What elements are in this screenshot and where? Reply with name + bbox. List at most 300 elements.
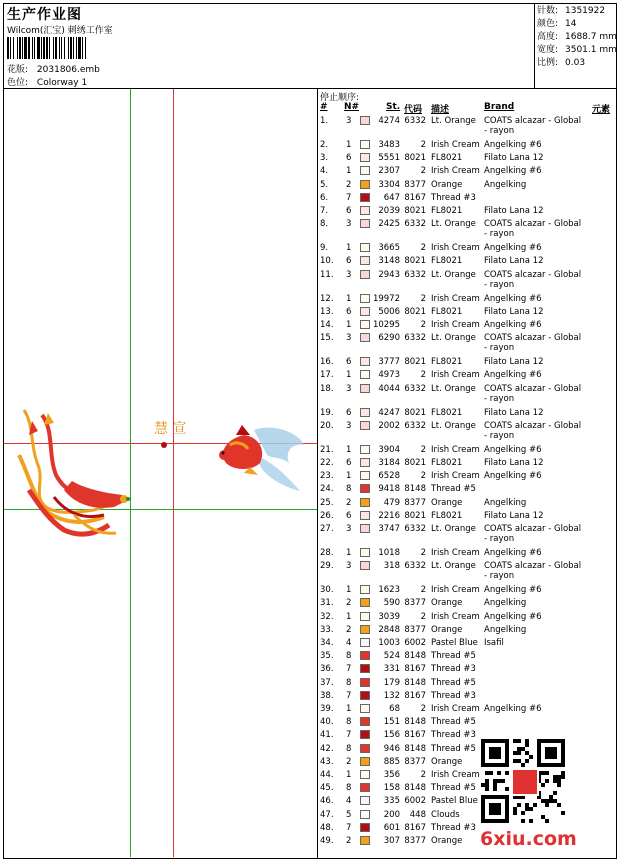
row-description: Pastel Blue bbox=[431, 796, 478, 807]
row-stitches: 156 bbox=[383, 730, 400, 741]
row-code: 8148 bbox=[404, 651, 426, 662]
row-needle: 1 bbox=[346, 293, 352, 304]
row-stitches: 524 bbox=[383, 651, 400, 662]
row-stitches: 200 bbox=[383, 809, 400, 820]
color-swatch bbox=[360, 270, 370, 279]
row-brand: Filato Lana 12 bbox=[484, 510, 544, 521]
row-stitches: 1003 bbox=[378, 638, 400, 648]
row-code: 8377 bbox=[404, 836, 426, 846]
row-brand: Filato Lana 12 bbox=[484, 458, 544, 468]
spec-value: 1351922 bbox=[565, 6, 606, 16]
caption-characters bbox=[154, 415, 186, 448]
color-swatch bbox=[360, 717, 370, 726]
row-number: 10. bbox=[320, 256, 334, 267]
row-stitches: 158 bbox=[383, 783, 400, 794]
row-needle: 1 bbox=[346, 140, 352, 150]
row-needle: 1 bbox=[346, 320, 352, 330]
col-needle-header: N# bbox=[344, 102, 360, 112]
row-needle: 8 bbox=[346, 743, 352, 754]
row-number: 11. bbox=[320, 269, 334, 280]
header-divider bbox=[3, 88, 617, 89]
row-code: 8021 bbox=[404, 510, 426, 521]
row-number: 28. bbox=[320, 548, 334, 558]
row-code: 2 bbox=[420, 585, 426, 596]
row-code: 2 bbox=[420, 166, 426, 177]
row-brand: Angelking #6 bbox=[484, 166, 542, 177]
row-needle: 6 bbox=[346, 357, 352, 368]
color-swatch bbox=[360, 484, 370, 493]
row-code: 8021 bbox=[404, 306, 426, 317]
row-number: 38. bbox=[320, 690, 334, 701]
row-stitches: 2002 bbox=[378, 420, 400, 431]
color-swatch bbox=[360, 561, 370, 570]
row-stitches: 4274 bbox=[378, 116, 400, 126]
row-code: 2 bbox=[420, 444, 426, 455]
row-code: 2 bbox=[420, 370, 426, 381]
color-swatch bbox=[360, 548, 370, 557]
col-num-header: # bbox=[320, 102, 328, 112]
row-number: 6. bbox=[320, 192, 329, 203]
row-brand: Angelking bbox=[484, 179, 527, 190]
company-name: Wilcom(汇宝) 刺绣工作室 bbox=[7, 26, 113, 36]
embroidery-artwork bbox=[4, 395, 316, 555]
row-brand-suffix: - rayon bbox=[484, 343, 515, 354]
row-stitches: 19972 bbox=[372, 293, 400, 304]
color-swatch bbox=[360, 153, 370, 162]
row-code: 8167 bbox=[404, 822, 426, 833]
row-code: 8021 bbox=[404, 153, 426, 164]
row-stitches: 647 bbox=[383, 192, 400, 203]
color-swatch bbox=[360, 206, 370, 215]
row-stitches: 132 bbox=[383, 690, 400, 701]
table-header-row bbox=[320, 102, 615, 114]
row-code: 6332 bbox=[404, 524, 426, 534]
color-swatch bbox=[360, 810, 370, 819]
row-description: Thread #5 bbox=[431, 651, 476, 662]
design-file: 2031806.emb bbox=[36, 65, 100, 75]
row-description: FL8021 bbox=[431, 306, 463, 317]
specs-divider bbox=[534, 3, 535, 88]
row-number: 36. bbox=[320, 664, 334, 675]
color-swatch bbox=[360, 320, 370, 329]
row-needle: 2 bbox=[346, 497, 352, 508]
row-needle: 1 bbox=[346, 611, 352, 622]
row-description: FL8021 bbox=[431, 357, 463, 368]
color-swatch bbox=[360, 180, 370, 189]
spec-row bbox=[537, 57, 617, 70]
color-swatch bbox=[360, 166, 370, 175]
row-brand: Angelking bbox=[484, 598, 527, 609]
row-brand: COATS alcazar - Global bbox=[484, 383, 582, 394]
col-brand-header: Brand bbox=[484, 102, 515, 112]
row-number: 7. bbox=[320, 206, 329, 216]
row-needle: 2 bbox=[346, 624, 352, 635]
row-code: 8167 bbox=[404, 192, 426, 203]
row-description: Thread #5 bbox=[431, 717, 476, 728]
row-number: 43. bbox=[320, 756, 334, 767]
row-brand: Filato Lana 12 bbox=[484, 407, 544, 418]
color-swatch bbox=[360, 471, 370, 480]
row-brand: Angelking #6 bbox=[484, 548, 542, 558]
row-brand: Filato Lana 12 bbox=[484, 357, 544, 368]
row-number: 18. bbox=[320, 383, 334, 394]
spec-label: 比例: bbox=[537, 58, 559, 68]
color-swatch bbox=[360, 445, 370, 454]
row-number: 5. bbox=[320, 179, 329, 190]
row-description: Lt. Orange bbox=[431, 116, 476, 126]
row-description: Lt. Orange bbox=[431, 219, 476, 230]
row-description: Clouds bbox=[431, 809, 460, 820]
spec-value: 1688.7 mm bbox=[565, 32, 617, 42]
row-brand: Angelking #6 bbox=[484, 444, 542, 455]
row-stitches: 4044 bbox=[378, 383, 400, 394]
row-needle: 1 bbox=[346, 704, 352, 714]
row-brand: Angelking #6 bbox=[484, 611, 542, 622]
row-description: FL8021 bbox=[431, 153, 463, 164]
row-number: 8. bbox=[320, 219, 329, 230]
row-number: 24. bbox=[320, 484, 334, 495]
row-needle: 8 bbox=[346, 484, 352, 495]
row-needle: 1 bbox=[346, 770, 352, 780]
row-stitches: 6290 bbox=[378, 333, 400, 344]
row-description: FL8021 bbox=[431, 458, 463, 468]
row-stitches: 601 bbox=[383, 822, 400, 833]
row-needle: 6 bbox=[346, 206, 352, 216]
row-description: Irish Cream bbox=[431, 611, 480, 622]
row-code: 8148 bbox=[404, 743, 426, 754]
color-swatch bbox=[360, 625, 370, 634]
row-code: 8377 bbox=[404, 624, 426, 635]
design-label: 花版: bbox=[7, 65, 29, 75]
spec-label: 高度: bbox=[537, 32, 559, 42]
row-number: 12. bbox=[320, 293, 334, 304]
row-number: 42. bbox=[320, 743, 334, 754]
row-number: 32. bbox=[320, 611, 334, 622]
row-description: Irish Cream bbox=[431, 704, 480, 714]
row-stitches: 3665 bbox=[378, 243, 400, 254]
row-needle: 3 bbox=[346, 524, 352, 534]
row-code: 8021 bbox=[404, 256, 426, 267]
color-swatch bbox=[360, 678, 370, 687]
row-number: 39. bbox=[320, 704, 334, 714]
row-stitches: 4247 bbox=[378, 407, 400, 418]
row-needle: 5 bbox=[346, 809, 352, 820]
row-number: 30. bbox=[320, 585, 334, 596]
spec-value: 14 bbox=[565, 19, 577, 29]
row-code: 8021 bbox=[404, 206, 426, 216]
row-number: 2. bbox=[320, 140, 329, 150]
row-number: 27. bbox=[320, 524, 334, 534]
row-code: 8377 bbox=[404, 756, 426, 767]
color-swatch bbox=[360, 408, 370, 417]
row-description: Irish Cream bbox=[431, 471, 480, 482]
row-number: 29. bbox=[320, 561, 334, 572]
row-number: 35. bbox=[320, 651, 334, 662]
row-needle: 7 bbox=[346, 192, 352, 203]
row-stitches: 2425 bbox=[378, 219, 400, 230]
color-swatch bbox=[360, 612, 370, 621]
row-brand: Filato Lana 12 bbox=[484, 306, 544, 317]
row-needle: 2 bbox=[346, 598, 352, 609]
row-code: 6332 bbox=[404, 420, 426, 431]
spec-row bbox=[537, 5, 617, 18]
row-code: 6332 bbox=[404, 269, 426, 280]
row-description: Thread #3 bbox=[431, 822, 476, 833]
row-code: 8148 bbox=[404, 677, 426, 688]
row-description: Orange bbox=[431, 624, 463, 635]
row-code: 8148 bbox=[404, 783, 426, 794]
row-brand: Angelking #6 bbox=[484, 370, 542, 381]
row-stitches: 2307 bbox=[378, 166, 400, 177]
row-number: 48. bbox=[320, 822, 334, 833]
row-number: 3. bbox=[320, 153, 329, 164]
row-code: 8167 bbox=[404, 664, 426, 675]
row-brand: COATS alcazar - Global bbox=[484, 269, 582, 280]
row-number: 33. bbox=[320, 624, 334, 635]
color-swatch bbox=[360, 836, 370, 845]
row-needle: 4 bbox=[346, 796, 352, 807]
color-swatch bbox=[360, 256, 370, 265]
row-needle: 3 bbox=[346, 420, 352, 431]
row-stitches: 5551 bbox=[378, 153, 400, 164]
row-stitches: 2848 bbox=[378, 624, 400, 635]
row-stitches: 3184 bbox=[378, 458, 400, 468]
row-number: 40. bbox=[320, 717, 334, 728]
row-description: Irish Cream bbox=[431, 370, 480, 381]
row-stitches: 2039 bbox=[378, 206, 400, 216]
row-brand: Isafil bbox=[484, 638, 504, 648]
row-description: Lt. Orange bbox=[431, 561, 476, 572]
table-divider bbox=[317, 88, 318, 858]
row-needle: 1 bbox=[346, 471, 352, 482]
row-brand: Filato Lana 12 bbox=[484, 206, 544, 216]
row-code: 2 bbox=[420, 704, 426, 714]
row-number: 20. bbox=[320, 420, 334, 431]
row-stitches: 3148 bbox=[378, 256, 400, 267]
row-stitches: 885 bbox=[383, 756, 400, 767]
row-code: 8167 bbox=[404, 730, 426, 741]
row-needle: 3 bbox=[346, 333, 352, 344]
row-stitches: 2943 bbox=[378, 269, 400, 280]
color-swatch bbox=[360, 524, 370, 533]
color-swatch bbox=[360, 294, 370, 303]
row-stitches: 479 bbox=[383, 497, 400, 508]
row-needle: 6 bbox=[346, 306, 352, 317]
row-number: 17. bbox=[320, 370, 334, 381]
row-code: 2 bbox=[420, 320, 426, 330]
row-stitches: 1018 bbox=[378, 548, 400, 558]
color-swatch bbox=[360, 691, 370, 700]
phoenix-bird-icon bbox=[19, 410, 130, 534]
design-row bbox=[7, 62, 100, 75]
row-needle: 6 bbox=[346, 458, 352, 468]
row-brand: Angelking #6 bbox=[484, 585, 542, 596]
row-number: 19. bbox=[320, 407, 334, 418]
row-code: 8021 bbox=[404, 458, 426, 468]
page-title: 生产作业图 bbox=[7, 7, 82, 23]
row-code: 2 bbox=[420, 611, 426, 622]
row-code: 8148 bbox=[404, 484, 426, 495]
table-title: 停止顺序: bbox=[320, 93, 360, 103]
caption-text: 慧 宣 bbox=[154, 421, 187, 437]
row-stitches: 3304 bbox=[378, 179, 400, 190]
color-swatch bbox=[360, 638, 370, 647]
row-description: Thread #3 bbox=[431, 730, 476, 741]
spec-label: 颜色: bbox=[537, 19, 559, 29]
row-description: Irish Cream bbox=[431, 770, 480, 780]
color-swatch bbox=[360, 770, 370, 779]
row-stitches: 3777 bbox=[378, 357, 400, 368]
row-code: 8377 bbox=[404, 497, 426, 508]
row-stitches: 151 bbox=[383, 717, 400, 728]
row-needle: 7 bbox=[346, 822, 352, 833]
row-needle: 7 bbox=[346, 730, 352, 741]
row-brand-suffix: - rayon bbox=[484, 534, 515, 544]
color-swatch bbox=[360, 744, 370, 753]
specs-panel bbox=[537, 5, 617, 70]
row-brand: Angelking bbox=[484, 497, 527, 508]
col-element-header: 元素 bbox=[592, 105, 611, 115]
row-description: Lt. Orange bbox=[431, 333, 476, 344]
row-number: 23. bbox=[320, 471, 334, 482]
row-brand: Angelking #6 bbox=[484, 140, 542, 150]
row-brand: Filato Lana 12 bbox=[484, 153, 544, 164]
color-swatch bbox=[360, 823, 370, 832]
row-description: Irish Cream bbox=[431, 140, 480, 150]
row-number: 21. bbox=[320, 444, 334, 455]
row-stitches: 1623 bbox=[378, 585, 400, 596]
colorway-row bbox=[7, 75, 87, 88]
row-description: FL8021 bbox=[431, 407, 463, 418]
row-needle: 2 bbox=[346, 756, 352, 767]
row-description: Orange bbox=[431, 756, 463, 767]
row-brand: Angelking #6 bbox=[484, 243, 542, 254]
row-stitches: 3904 bbox=[378, 444, 400, 455]
color-swatch bbox=[360, 421, 370, 430]
row-needle: 2 bbox=[346, 179, 352, 190]
row-description: Orange bbox=[431, 179, 463, 190]
spec-value: 0.03 bbox=[565, 58, 586, 68]
row-stitches: 4973 bbox=[378, 370, 400, 381]
row-stitches: 3039 bbox=[378, 611, 400, 622]
color-swatch bbox=[360, 730, 370, 739]
row-brand: COATS alcazar - Global bbox=[484, 116, 582, 126]
row-needle: 3 bbox=[346, 383, 352, 394]
row-description: Thread #5 bbox=[431, 484, 476, 495]
colorway-label: 色位: bbox=[7, 78, 29, 88]
row-description: Thread #3 bbox=[431, 664, 476, 675]
row-needle: 7 bbox=[346, 664, 352, 675]
color-swatch bbox=[360, 498, 370, 507]
row-description: FL8021 bbox=[431, 206, 463, 216]
goldfish-icon bbox=[219, 425, 304, 491]
row-code: 2 bbox=[420, 770, 426, 780]
row-needle: 1 bbox=[346, 585, 352, 596]
row-description: Orange bbox=[431, 497, 463, 508]
row-stitches: 331 bbox=[383, 664, 400, 675]
row-needle: 1 bbox=[346, 243, 352, 254]
row-description: Orange bbox=[431, 598, 463, 609]
row-code: 8377 bbox=[404, 179, 426, 190]
row-code: 6332 bbox=[404, 219, 426, 230]
row-needle: 8 bbox=[346, 677, 352, 688]
row-code: 6332 bbox=[404, 383, 426, 394]
row-description: Lt. Orange bbox=[431, 383, 476, 394]
row-description: FL8021 bbox=[431, 256, 463, 267]
row-number: 16. bbox=[320, 357, 334, 368]
row-stitches: 10295 bbox=[372, 320, 400, 330]
row-description: Irish Cream bbox=[431, 320, 480, 330]
row-brand-suffix: - rayon bbox=[484, 571, 515, 582]
row-stitches: 6528 bbox=[378, 471, 400, 482]
row-needle: 3 bbox=[346, 269, 352, 280]
spec-label: 宽度: bbox=[537, 45, 559, 55]
row-brand: COATS alcazar - Global bbox=[484, 561, 582, 572]
row-needle: 1 bbox=[346, 444, 352, 455]
row-number: 45. bbox=[320, 783, 334, 794]
row-description: Irish Cream bbox=[431, 166, 480, 177]
color-swatch bbox=[360, 783, 370, 792]
row-stitches: 335 bbox=[383, 796, 400, 807]
row-stitches: 3747 bbox=[378, 524, 400, 534]
row-needle: 7 bbox=[346, 690, 352, 701]
row-number: 31. bbox=[320, 598, 334, 609]
row-brand: COATS alcazar - Global bbox=[484, 524, 582, 534]
row-brand: COATS alcazar - Global bbox=[484, 420, 582, 431]
spec-value: 3501.1 mm bbox=[565, 45, 617, 55]
row-description: Thread #3 bbox=[431, 690, 476, 701]
row-number: 44. bbox=[320, 770, 334, 780]
row-description: Thread #5 bbox=[431, 743, 476, 754]
row-description: Irish Cream bbox=[431, 243, 480, 254]
row-number: 1. bbox=[320, 116, 329, 126]
row-needle: 1 bbox=[346, 166, 352, 177]
barcode-image bbox=[7, 37, 157, 59]
row-description: Thread #5 bbox=[431, 677, 476, 688]
color-swatch bbox=[360, 333, 370, 342]
row-stitches: 3483 bbox=[378, 140, 400, 150]
color-swatch bbox=[360, 370, 370, 379]
row-stitches: 179 bbox=[383, 677, 400, 688]
row-needle: 2 bbox=[346, 836, 352, 846]
row-number: 13. bbox=[320, 306, 334, 317]
color-swatch bbox=[360, 219, 370, 228]
row-needle: 1 bbox=[346, 548, 352, 558]
row-stitches: 2216 bbox=[378, 510, 400, 521]
row-number: 46. bbox=[320, 796, 334, 807]
row-description: Irish Cream bbox=[431, 444, 480, 455]
row-brand: COATS alcazar - Global bbox=[484, 219, 582, 230]
row-description: Irish Cream bbox=[431, 548, 480, 558]
site-watermark: 6xiu.com bbox=[480, 828, 577, 850]
row-number: 22. bbox=[320, 458, 334, 468]
row-code: 2 bbox=[420, 243, 426, 254]
row-needle: 6 bbox=[346, 407, 352, 418]
row-code: 8167 bbox=[404, 690, 426, 701]
row-code: 2 bbox=[420, 140, 426, 150]
row-code: 6332 bbox=[404, 561, 426, 572]
row-brand: Angelking #6 bbox=[484, 320, 542, 330]
color-swatch bbox=[360, 757, 370, 766]
color-swatch bbox=[360, 598, 370, 607]
row-brand: COATS alcazar - Global bbox=[484, 333, 582, 344]
row-description: Irish Cream bbox=[431, 293, 480, 304]
colorway-value: Colorway 1 bbox=[36, 78, 88, 88]
row-brand-suffix: - rayon bbox=[484, 430, 515, 441]
row-description: Thread #3 bbox=[431, 192, 476, 203]
row-number: 14. bbox=[320, 320, 334, 330]
spec-label: 针数: bbox=[537, 6, 559, 16]
